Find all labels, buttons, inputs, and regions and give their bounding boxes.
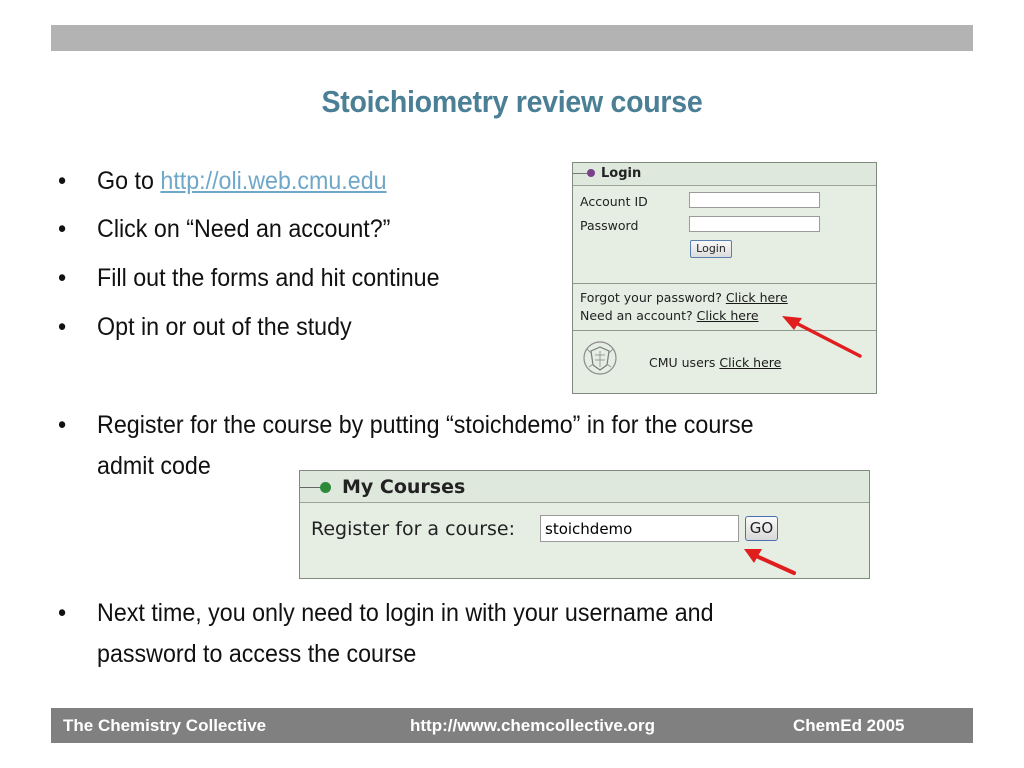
cmu-users-link[interactable]: Click here [719,355,782,370]
bullet-click-need-account: • Click on “Need an account?” [58,215,391,243]
divider [573,283,876,284]
cmu-users-row: CMU users Click here [649,355,782,370]
cmu-seal-icon [581,339,619,377]
bullet-ball-icon [587,169,595,177]
go-button[interactable]: GO [745,516,778,541]
courses-header [300,471,869,503]
footer-bar [51,708,973,743]
forgot-password-row: Forgot your password? Click here [580,290,788,305]
password-input[interactable] [689,216,820,232]
bullet-register: • Register for the course by putting “stoichdemo” in for the course admit code [58,411,754,480]
forgot-password-link[interactable]: Click here [725,290,788,305]
bullet-next-time: • Next time, you only need to login in with your username and password to access the course [58,599,714,668]
account-id-input[interactable] [689,192,820,208]
need-account-row: Need an account? Click here [580,308,759,323]
bullet-goto: • Go to http://oli.web.cmu.edu [58,167,387,195]
account-id-label: Account ID [580,194,648,209]
register-label: Register for a course: [311,518,516,540]
header-line [573,173,587,174]
header-line [300,487,320,488]
bullet-goto-text: Go to [97,167,161,195]
footer-left: The Chemistry Collective [63,716,267,735]
course-code-input[interactable] [540,515,739,542]
login-header-title: Login [601,166,642,181]
bullet-fill-forms: • Fill out the forms and hit continue [58,264,440,292]
bullet-opt-in: • Opt in or out of the study [58,313,352,341]
red-arrow-icon [740,545,800,579]
slide-title: Stoichiometry review course [321,84,703,119]
footer-right: ChemEd 2005 [793,716,905,735]
courses-header-title: My Courses [342,476,466,498]
password-label: Password [580,218,639,233]
login-header [573,163,876,186]
top-bar [51,25,973,51]
need-account-link[interactable]: Click here [696,308,759,323]
footer-center: http://www.chemcollective.org [410,716,655,735]
oli-link[interactable]: http://oli.web.cmu.edu [160,167,387,195]
bullet-ball-icon [320,482,331,493]
red-arrow-icon [776,312,866,362]
login-button[interactable]: Login [690,240,732,258]
